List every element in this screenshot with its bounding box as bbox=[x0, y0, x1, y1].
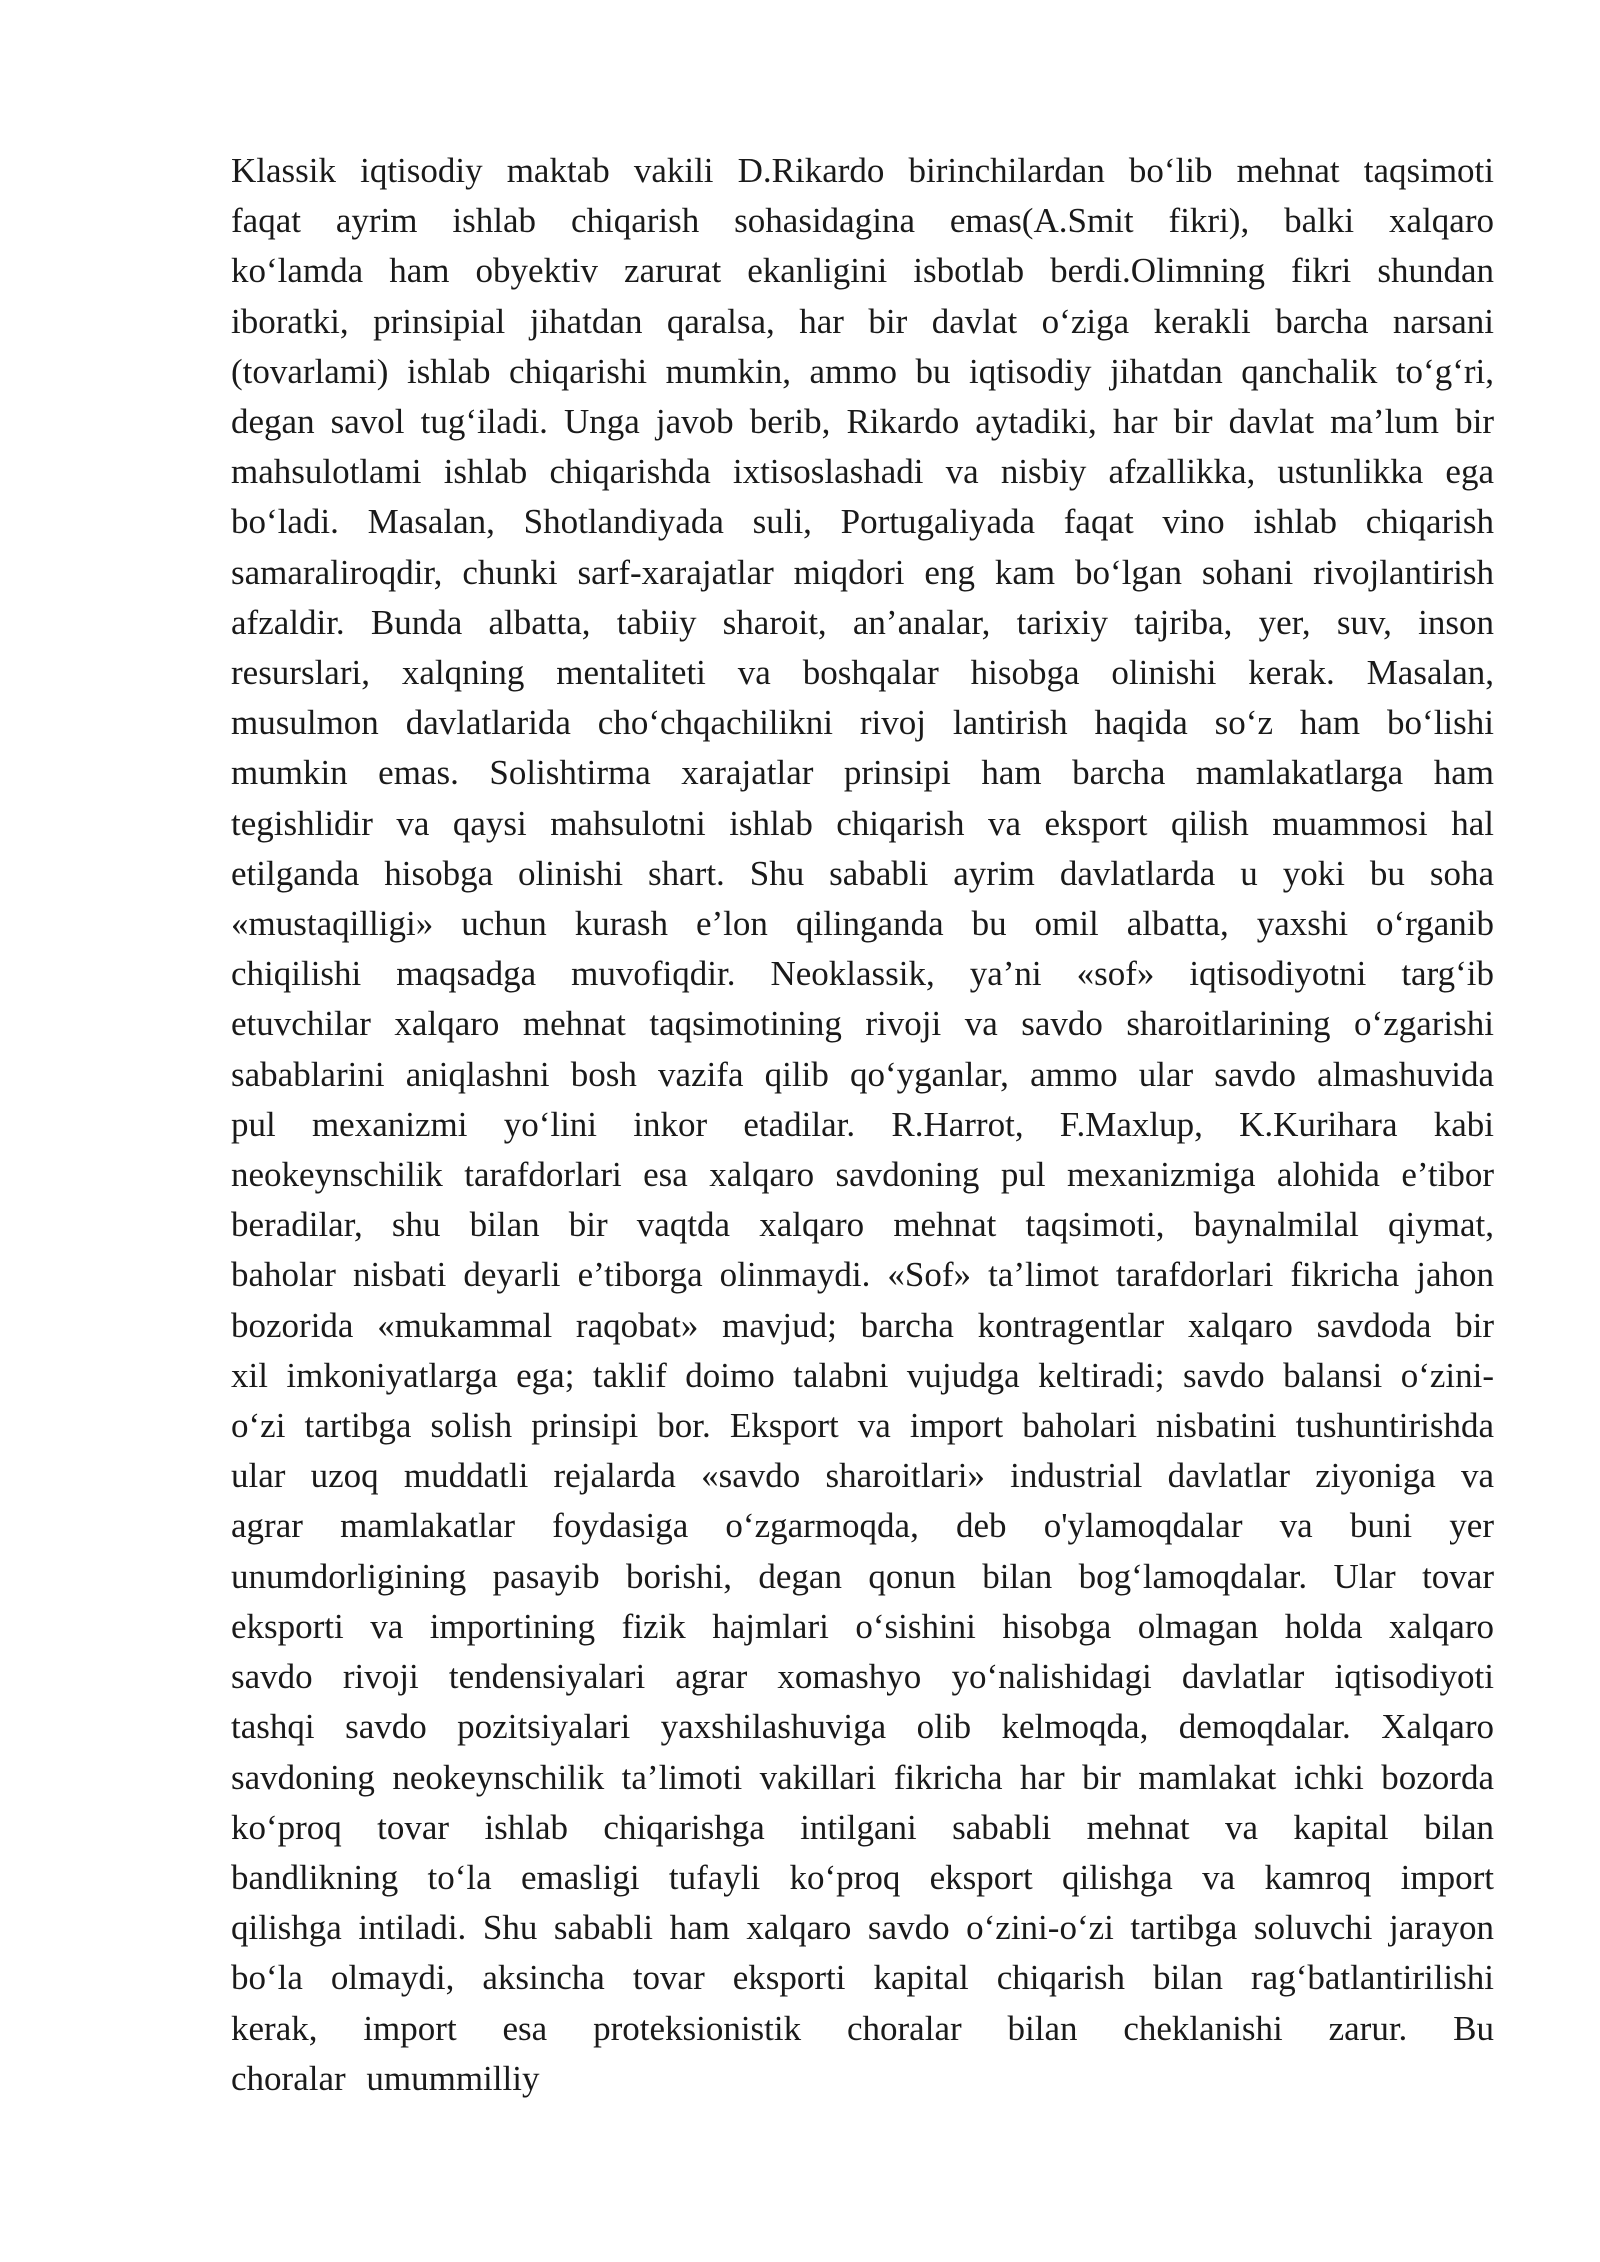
text-line: tegishlidir va qaysi mahsulotni ishlab chiqarish va eksport qilish muammosi hal bbox=[231, 803, 1494, 843]
text-line-last: choralar umummilliy bbox=[231, 2058, 540, 2098]
text-line: Klassik iqtisodiy maktab vakili D.Rikardo birinchilardan bo‘lib mehnat taqsimoti bbox=[231, 151, 1494, 190]
text-line: musulmon davlatlarida cho‘chqachilikni rivoj lantirish haqida so‘z ham bo‘lishi bbox=[231, 703, 1494, 743]
body-paragraph bbox=[231, 146, 1494, 2104]
text-line: resurslari, xalqning mentaliteti va boshqalar hisobga olinishi kerak. Masalan, bbox=[231, 653, 1494, 693]
text-line: etuvchilar xalqaro mehnat taqsimotining rivoji va savdo sharoitlarining o‘zgarishi bbox=[231, 1004, 1494, 1044]
text-line: chiqilishi maqsadga muvofiqdir. Neoklassik, ya’ni «sof» iqtisodiyotni targ‘ib bbox=[231, 954, 1494, 994]
text-line: neokeynschilik tarafdorlari esa xalqaro savdoning pul mexanizmiga alohida e’tibor bbox=[231, 1155, 1494, 1195]
text-line: afzaldir. Bunda albatta, tabiiy sharoit, an’analar, tarixiy tajriba, yer, suv, inson bbox=[231, 602, 1494, 642]
text-line: qilishga intiladi. Shu sababli ham xalqaro savdo o‘zini-o‘zi tartibga soluvchi jarayon bbox=[231, 1908, 1494, 1948]
text-line: o‘zi tartibga solish prinsipi bor. Eksport va import baholari nisbatini tushuntirishda bbox=[231, 1406, 1494, 1446]
text-line: ular uzoq muddatli rejalarda «savdo sharoitlari» industrial davlatlar ziyoniga va bbox=[231, 1456, 1494, 1496]
text-line: etilganda hisobga olinishi shart. Shu sababli ayrim davlatlarda u yoki bu soha bbox=[231, 853, 1494, 893]
text-line: eksporti va importining fizik hajmlari o‘sishini hisobga olmagan holda xalqaro bbox=[231, 1606, 1494, 1646]
text-line: bo‘la olmaydi, aksincha tovar eksporti kapital chiqarish bilan rag‘batlantirilishi bbox=[231, 1958, 1494, 1998]
text-line: mumkin emas. Solishtirma xarajatlar prinsipi ham barcha mamlakatlarga ham bbox=[231, 753, 1494, 793]
text-line: xil imkoniyatlarga ega; taklif doimo talabni vujudga keltiradi; savdo balansi o‘zini- bbox=[231, 1355, 1494, 1395]
text-line: (tovarlami) ishlab chiqarishi mumkin, ammo bu iqtisodiy jihatdan qanchalik to‘g‘ri, bbox=[231, 351, 1494, 391]
text-line: ko‘proq tovar ishlab chiqarishga intilgani sababli mehnat va kapital bilan bbox=[231, 1807, 1494, 1847]
text-line: unumdorligining pasayib borishi, degan qonun bilan bog‘lamoqdalar. Ular tovar bbox=[231, 1556, 1494, 1596]
text-line: bo‘ladi. Masalan, Shotlandiyada suli, Portugaliyada faqat vino ishlab chiqarish bbox=[231, 502, 1494, 542]
text-line: savdoning neokeynschilik ta’limoti vakillari fikricha har bir mamlakat ichki bozorda bbox=[231, 1757, 1494, 1797]
text-line: beradilar, shu bilan bir vaqtda xalqaro mehnat taqsimoti, baynalmilal qiymat, bbox=[231, 1205, 1494, 1245]
text-line: savdo rivoji tendensiyalari agrar xomashyo yo‘nalishidagi davlatlar iqtisodiyoti bbox=[231, 1657, 1494, 1697]
text-line: «mustaqilligi» uchun kurash e’lon qilinganda bu omil albatta, yaxshi o‘rganib bbox=[231, 904, 1494, 944]
text-line: sabablarini aniqlashni bosh vazifa qilib qo‘yganlar, ammo ular savdo almashuvida bbox=[231, 1054, 1494, 1094]
text-line: mahsulotlami ishlab chiqarishda ixtisoslashadi va nisbiy afzallikka, ustunlikka ega bbox=[231, 452, 1494, 492]
text-line: bandlikning to‘la emasligi tufayli ko‘proq eksport qilishga va kamroq import bbox=[231, 1857, 1494, 1897]
text-line: faqat ayrim ishlab chiqarish sohasidagina emas(A.Smit fikri), balki xalqaro bbox=[231, 201, 1494, 241]
text-line: agrar mamlakatlar foydasiga o‘zgarmoqda, deb o'ylamoqdalar va buni yer bbox=[231, 1506, 1494, 1546]
text-line: bozorida «mukammal raqobat» mavjud; barcha kontragentlar xalqaro savdoda bir bbox=[231, 1305, 1494, 1345]
text-line: baholar nisbati deyarli e’tiborga olinmaydi. «Sof» ta’limot tarafdorlari fikricha jahon bbox=[231, 1255, 1494, 1295]
text-line: tashqi savdo pozitsiyalari yaxshilashuviga olib kelmoqda, demoqdalar. Xalqaro bbox=[231, 1707, 1494, 1747]
text-line: degan savol tug‘iladi. Unga javob berib, Rikardo aytadiki, har bir davlat ma’lum bir bbox=[231, 402, 1494, 442]
text-line: pul mexanizmi yo‘lini inkor etadilar. R.Harrot, F.Maxlup, K.Kurihara kabi bbox=[231, 1104, 1494, 1144]
text-line: iboratki, prinsipial jihatdan qaralsa, har bir davlat o‘ziga kerakli barcha narsani bbox=[231, 301, 1494, 341]
text-line: ko‘lamda ham obyektiv zarurat ekanligini isbotlab berdi.Olimning fikri shundan bbox=[231, 251, 1494, 291]
text-line: samaraliroqdir, chunki sarf-xarajatlar miqdori eng kam bo‘lgan sohani rivojlantirish bbox=[231, 552, 1494, 592]
text-line: kerak, import esa proteksionistik choralar bilan cheklanishi zarur. Bu bbox=[231, 2008, 1494, 2048]
